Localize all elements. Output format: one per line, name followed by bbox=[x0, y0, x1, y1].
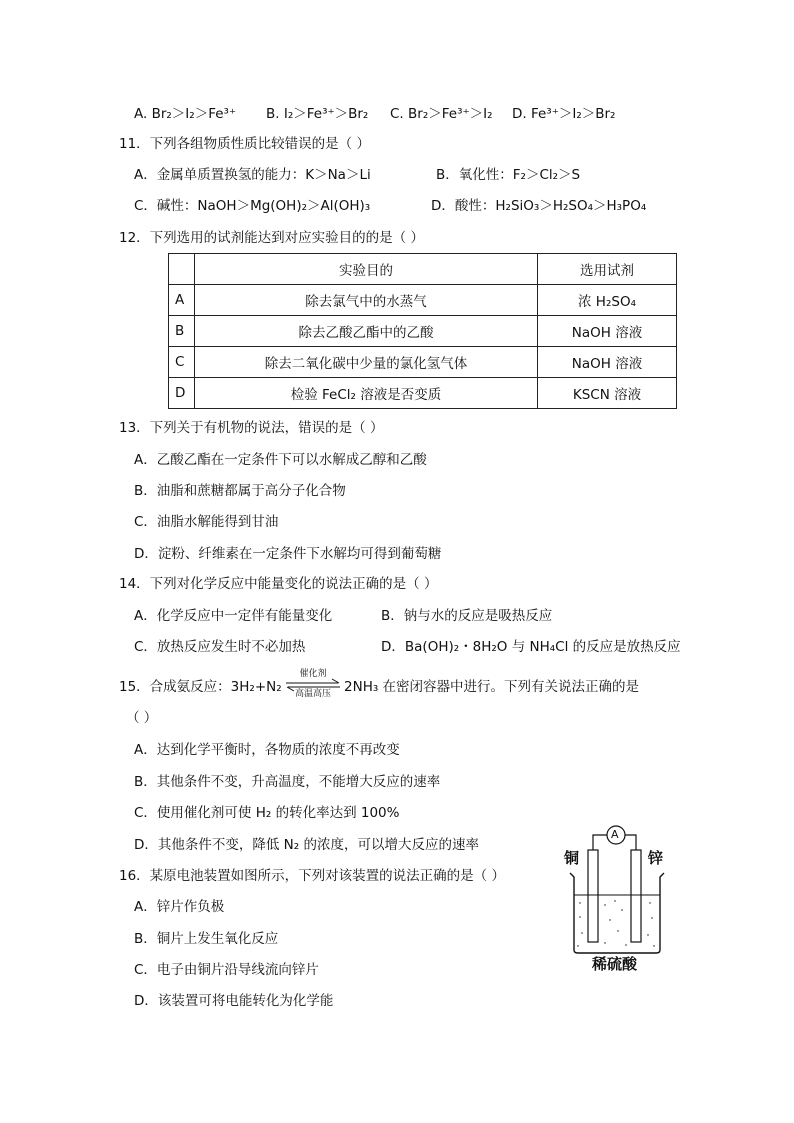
table-cell: 除去乙酸乙酯中的乙酸 bbox=[195, 316, 538, 347]
zinc-label: 锌 bbox=[648, 849, 664, 867]
q15-option-a: A．达到化学平衡时，各物质的浓度不再改变 bbox=[134, 742, 400, 758]
equilibrium-arrow-icon bbox=[284, 669, 342, 705]
q10-option-c: C. Br₂＞Fe³⁺＞I₂ bbox=[390, 106, 493, 122]
galvanic-cell-figure bbox=[560, 815, 680, 980]
table-cell: KSCN 溶液 bbox=[538, 378, 677, 409]
q16-option-d: D．该装置可将电能转化为化学能 bbox=[134, 993, 334, 1009]
q13-option-b: B．油脂和蔗糖都属于高分子化合物 bbox=[134, 483, 346, 499]
q12-table bbox=[168, 253, 677, 409]
q13-stem: 13．下列关于有机物的说法，错误的是（ ） bbox=[119, 420, 384, 436]
q14-option-a: A．化学反应中一定伴有能量变化 bbox=[134, 608, 333, 624]
table-row bbox=[169, 347, 677, 378]
table-cell: D bbox=[169, 378, 195, 409]
q16-option-a: A．锌片作负极 bbox=[134, 899, 225, 915]
solution-label: 稀硫酸 bbox=[592, 955, 638, 973]
q11-option-c: C．碱性：NaOH＞Mg(OH)₂＞Al(OH)₃ bbox=[134, 198, 371, 214]
q13-option-d: D．淀粉、纤维素在一定条件下水解均可得到葡萄糖 bbox=[134, 546, 442, 562]
table-header-cell bbox=[169, 254, 195, 285]
q11-option-b: B．氧化性：F₂＞Cl₂＞S bbox=[436, 167, 581, 183]
q15-blank: （ ） bbox=[126, 710, 158, 726]
table-row bbox=[169, 316, 677, 347]
table-cell: C bbox=[169, 347, 195, 378]
q15-option-c: C．使用催化剂可使 H₂ 的转化率达到 100% bbox=[134, 805, 400, 821]
q10-option-d: D. Fe³⁺＞I₂＞Br₂ bbox=[512, 106, 616, 122]
copper-label: 铜 bbox=[564, 849, 580, 867]
table-cell: 检验 FeCl₂ 溶液是否变质 bbox=[195, 378, 538, 409]
table-cell: NaOH 溶液 bbox=[538, 347, 677, 378]
table-header-row bbox=[169, 254, 677, 285]
catalyst-label: 催化剂 bbox=[299, 669, 327, 679]
reversible-arrow bbox=[284, 669, 342, 705]
q15-stem-prefix: 15．合成氨反应：3H₂+N₂ bbox=[119, 679, 282, 695]
condition-label: 高温高压 bbox=[294, 689, 331, 699]
table-cell: 除去氯气中的水蒸气 bbox=[195, 285, 538, 316]
q15-stem-suffix: 2NH₃ 在密闭容器中进行。下列有关说法正确的是 bbox=[344, 679, 640, 695]
q13-option-c: C．油脂水解能得到甘油 bbox=[134, 514, 279, 530]
q14-option-b: B．钠与水的反应是吸热反应 bbox=[381, 608, 553, 624]
q15-option-b: B．其他条件不变，升高温度，不能增大反应的速率 bbox=[134, 774, 441, 790]
q14-stem: 14．下列对化学反应中能量变化的说法正确的是（ ） bbox=[119, 576, 438, 592]
ammeter-label: A bbox=[611, 828, 619, 841]
q10-option-b: B. I₂＞Fe³⁺＞Br₂ bbox=[266, 106, 369, 122]
table-cell: 除去二氧化碳中少量的氯化氢气体 bbox=[195, 347, 538, 378]
q10-option-a: A. Br₂＞I₂＞Fe³⁺ bbox=[134, 106, 237, 122]
q11-stem: 11．下列各组物质性质比较错误的是（ ） bbox=[119, 136, 370, 152]
q15-option-d: D．其他条件不变，降低 N₂ 的浓度，可以增大反应的速率 bbox=[134, 837, 479, 853]
table-cell: NaOH 溶液 bbox=[538, 316, 677, 347]
q16-option-b: B．铜片上发生氧化反应 bbox=[134, 931, 279, 947]
table-row bbox=[169, 378, 677, 409]
q11-option-a: A．金属单质置换氢的能力：K＞Na＞Li bbox=[134, 167, 371, 183]
q13-option-a: A．乙酸乙酯在一定条件下可以水解成乙醇和乙酸 bbox=[134, 452, 427, 468]
q12-stem: 12．下列选用的试剂能达到对应实验目的的是（ ） bbox=[119, 230, 424, 246]
q16-stem: 16．某原电池装置如图所示，下列对该装置的说法正确的是（ ） bbox=[119, 868, 505, 884]
table-header-cell: 选用试剂 bbox=[538, 254, 677, 285]
q11-option-d: D．酸性：H₂SiO₃＞H₂SO₄＞H₃PO₄ bbox=[431, 198, 647, 214]
q14-option-c: C．放热反应发生时不必加热 bbox=[134, 639, 306, 655]
table-header-cell: 实验目的 bbox=[195, 254, 538, 285]
table-cell: 浓 H₂SO₄ bbox=[538, 285, 677, 316]
table-cell: A bbox=[169, 285, 195, 316]
table-row bbox=[169, 285, 677, 316]
q14-option-d: D．Ba(OH)₂・8H₂O 与 NH₄Cl 的反应是放热反应 bbox=[381, 639, 681, 655]
q16-option-c: C．电子由铜片沿导线流向锌片 bbox=[134, 962, 319, 978]
table-cell: B bbox=[169, 316, 195, 347]
